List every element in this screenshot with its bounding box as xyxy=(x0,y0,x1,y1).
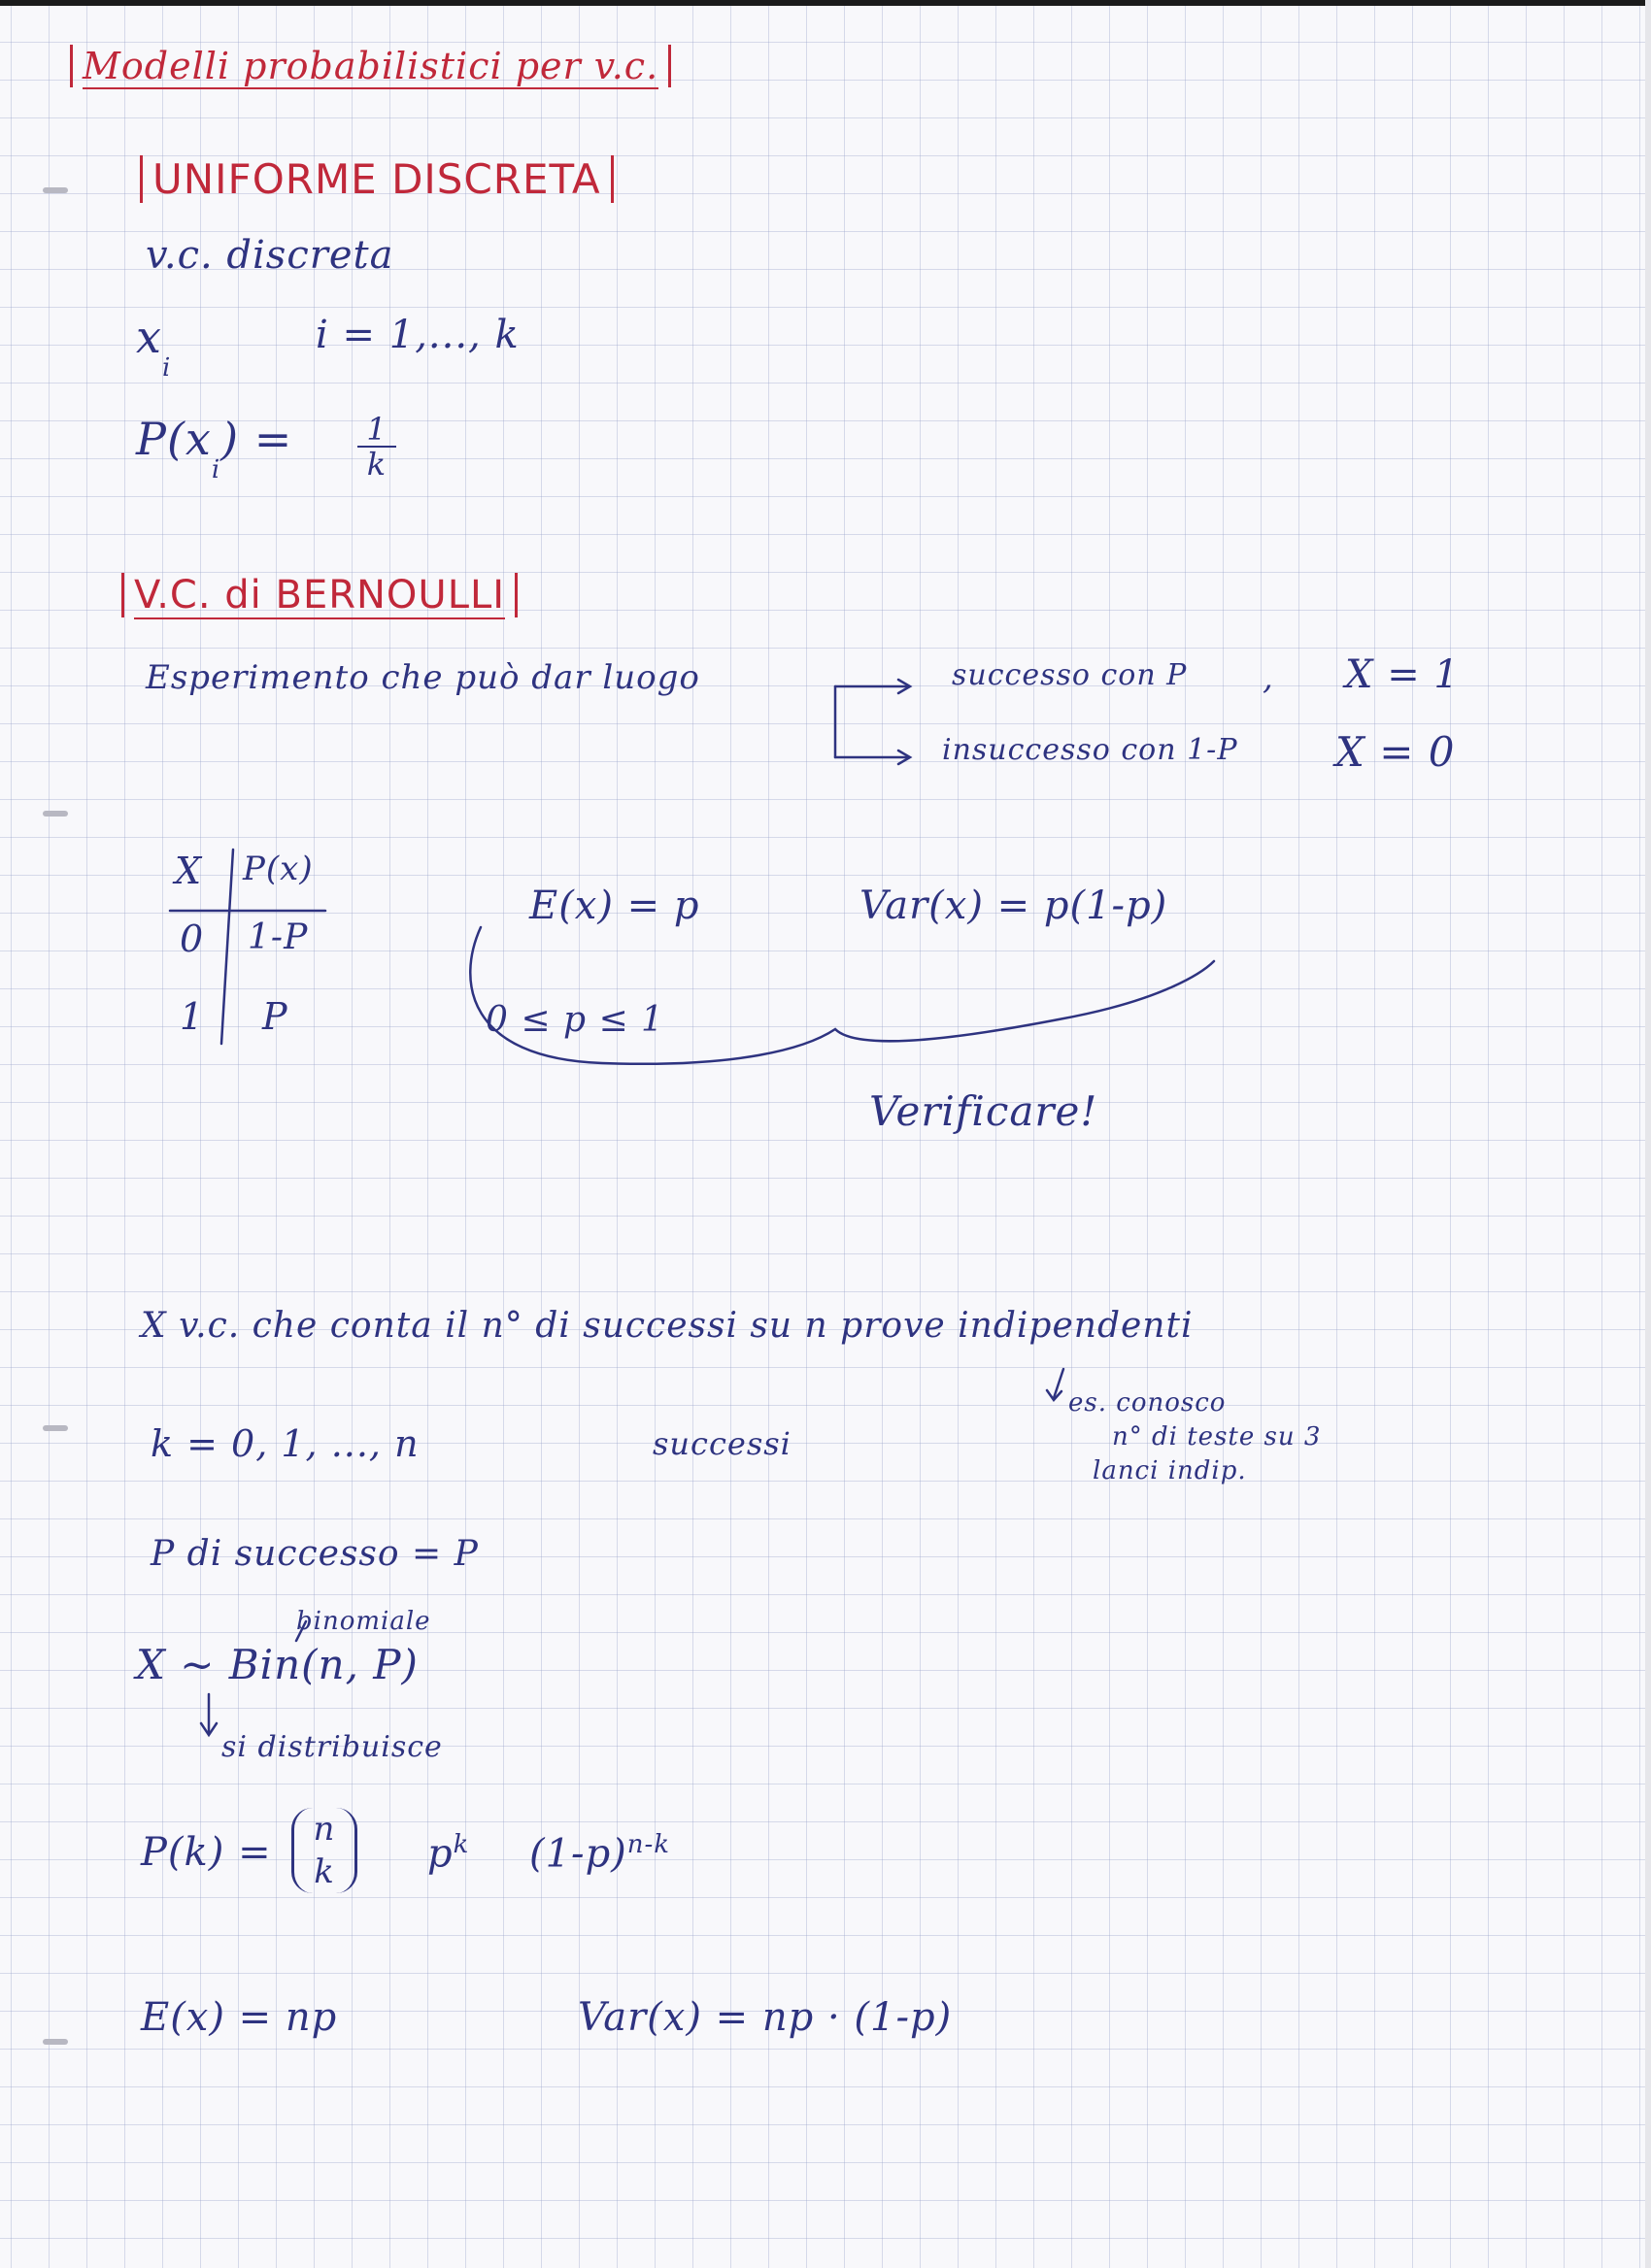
k-label: successi xyxy=(653,1425,792,1462)
pmf-p-base: p xyxy=(427,1831,454,1877)
failure-value: X = 0 xyxy=(1335,728,1456,776)
binomial-definition: X v.c. che conta il n° di successi su n prove indipendenti xyxy=(141,1306,1194,1346)
binomiale-arrow xyxy=(296,1621,306,1641)
pmf-lhs: P(k) = xyxy=(141,1830,272,1875)
bernoulli-variance: Var(x) = p(1-p) xyxy=(859,884,1168,928)
coef-n: n xyxy=(313,1810,336,1849)
fraction-denominator: k xyxy=(366,446,387,483)
example-note-line2: n° di teste su 3 xyxy=(1112,1422,1322,1451)
distributes-note: si distribuisce xyxy=(221,1730,443,1764)
heading-text: UNIFORME DISCRETA xyxy=(152,155,601,203)
prob-lhs: P(x xyxy=(136,413,212,465)
table-row-0-p: 1-P xyxy=(248,917,309,957)
pmf-p-exponent: k xyxy=(453,1830,470,1859)
success-value: X = 1 xyxy=(1345,652,1460,697)
binomial-variance: Var(x) = np · (1-p) xyxy=(578,1995,953,2040)
pmf-tail-exponent: n-k xyxy=(626,1830,671,1859)
binomial-distribution: X ~ Bin(n, P) xyxy=(136,1641,419,1688)
table-header-x: X xyxy=(175,850,203,892)
table-row-1-x: 1 xyxy=(180,995,205,1038)
x-subscript: i xyxy=(161,353,172,384)
prob-eq: ) = xyxy=(220,413,293,465)
table-row-1-p: P xyxy=(262,995,288,1038)
table-row-0-x: 0 xyxy=(180,917,205,960)
fraction-numerator: 1 xyxy=(357,413,396,448)
k-values: k = 0, 1, ..., n xyxy=(151,1422,420,1465)
table-vertical-line xyxy=(221,850,233,1044)
uniforme-line-discreta: v.c. discreta xyxy=(146,233,394,278)
binomiale-note: binomiale xyxy=(296,1607,431,1636)
prob-subscript: i xyxy=(211,455,221,485)
p-range: 0 ≤ p ≤ 1 xyxy=(486,1000,664,1040)
failure-branch: insuccesso con 1-P xyxy=(942,733,1238,767)
heading-text: V.C. di BERNOULLI xyxy=(134,573,506,617)
p-success: P di successo = P xyxy=(151,1534,479,1574)
bernoulli-mean: E(x) = p xyxy=(529,884,700,928)
x-var: x xyxy=(136,311,162,363)
example-note-line1: es. conosco xyxy=(1068,1388,1227,1418)
verify-note: Verificare! xyxy=(869,1087,1098,1135)
curly-brace xyxy=(470,927,1214,1064)
index-range: i = 1,..., k xyxy=(316,313,520,357)
bernoulli-experiment: Esperimento che può dar luogo xyxy=(146,658,700,697)
table-header-px: P(x) xyxy=(243,850,314,888)
binomial-mean: E(x) = np xyxy=(141,1995,338,2040)
example-note-line3: lanci indip. xyxy=(1093,1456,1247,1485)
coef-k: k xyxy=(314,1852,335,1891)
pmf-tail-base: (1-p) xyxy=(529,1831,627,1877)
page-title-text: Modelli probabilistici per v.c. xyxy=(83,45,659,87)
success-branch: successo con P xyxy=(952,658,1188,692)
success-comma: , xyxy=(1263,658,1274,697)
